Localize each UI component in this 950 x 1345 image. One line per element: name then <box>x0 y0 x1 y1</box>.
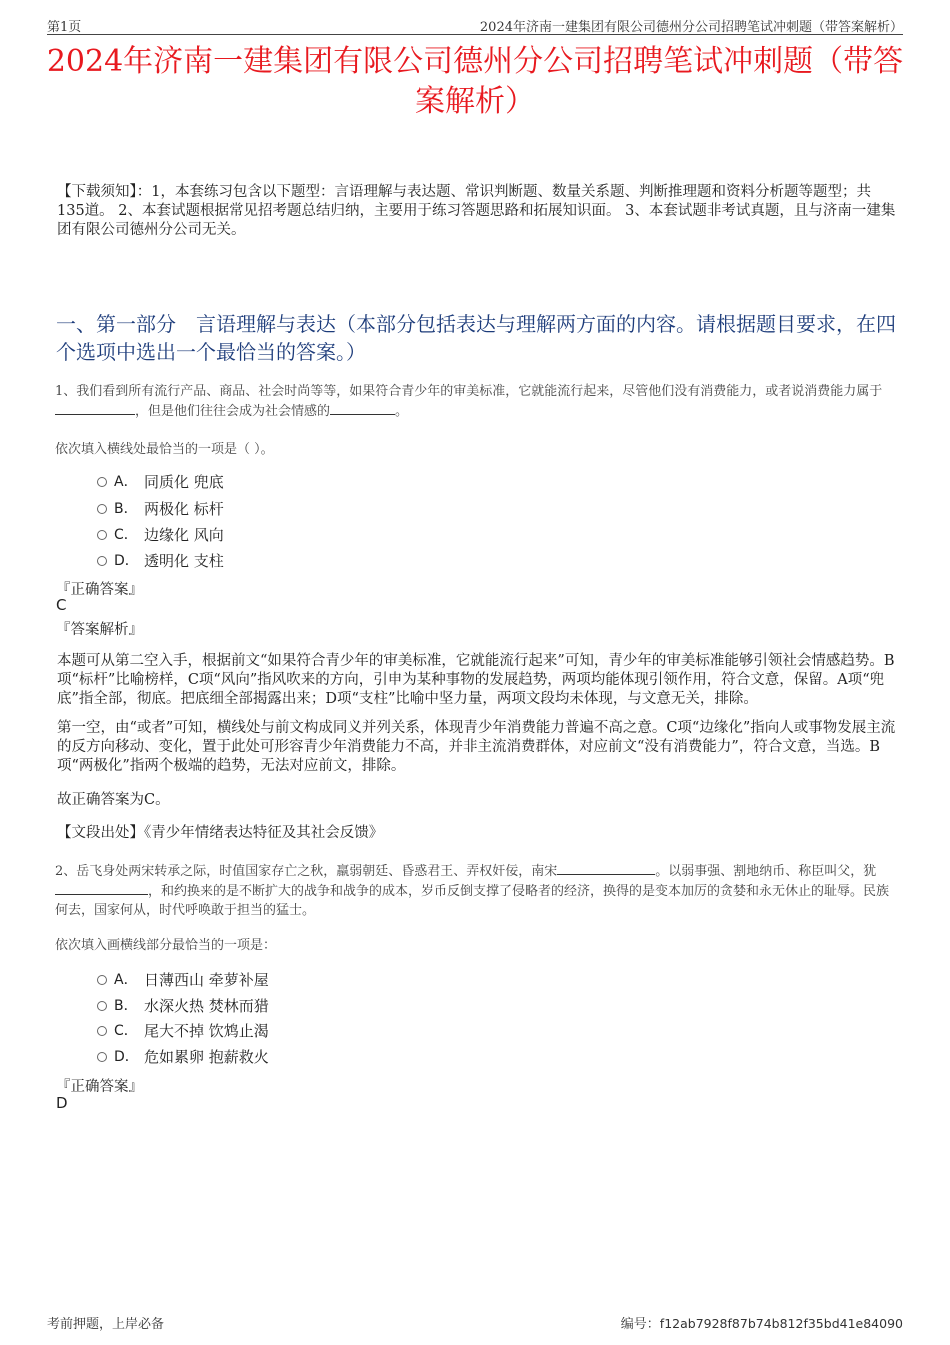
radio-icon[interactable] <box>97 1001 107 1011</box>
correct-answer: D <box>56 1094 68 1112</box>
option-d[interactable]: D． 危如累卵 抱薪救火 <box>97 1046 397 1066</box>
radio-icon[interactable] <box>97 975 107 985</box>
analysis-conclusion: 故正确答案为C。 <box>57 792 170 808</box>
option-b[interactable]: B． 两极化 标杆 <box>97 498 397 518</box>
correct-answer: C <box>56 596 67 614</box>
text-source: 【文段出处】《青少年情绪表达特征及其社会反馈》 <box>57 825 384 841</box>
option-a[interactable]: A． 日薄西山 牵萝补屋 <box>97 969 397 989</box>
question-1-stem-part1: 1、我们看到所有流行产品、商品、社会时尚等等，如果符合青少年的审美标准，它就能流行起来，尽管他们没有消费能力，或者说消费能力属于 <box>55 384 883 399</box>
radio-icon[interactable] <box>97 1026 107 1036</box>
analysis-paragraph-1: 本题可从第二空入手，根据前文“如果符合青少年的审美标准，它就能流行起来”可知，青少年的审美标准能够引领社会情感趋势。B项“标杆”比喻榜样，C项“风向”指风吹来的方向，引申为某种事物的发展趋势，两项均能体现引领作用，符合文意，保留。A项“兜底”指全部，彻底。把底细全部揭露出来；D项“支柱”比喻中坚力量，两项文段均未体现，与文意无关，排除。 <box>57 653 895 707</box>
page-number: 第1页 <box>47 20 82 35</box>
radio-icon[interactable] <box>97 477 107 487</box>
header-doc-title: 2024年济南一建集团有限公司德州分公司招聘笔试冲刺题（带答案解析） <box>479 20 903 35</box>
option-c[interactable]: C． 边缘化 风向 <box>97 524 397 544</box>
question-1-stem: 1、我们看到所有流行产品、商品、社会时尚等等，如果符合青少年的审美标准，它就能流行起来，尽管他们没有消费能力，或者说消费能力属于，但是他们往往会成为社会情感的 。 <box>55 384 883 419</box>
correct-answer-label: 『正确答案』 <box>56 582 143 598</box>
document-code: 编号：f12ab7928f87b74b812f35bd41e84090 <box>620 1316 903 1332</box>
radio-icon[interactable] <box>97 504 107 514</box>
option-d[interactable]: D． 透明化 支柱 <box>97 550 397 570</box>
footer-slogan: 考前押题，上岸必备 <box>47 1317 165 1332</box>
page-title: 2024年济南一建集团有限公司德州分公司招聘笔试冲刺题（带答案解析） <box>46 44 904 119</box>
option-a[interactable]: A． 同质化 兜底 <box>97 471 397 491</box>
option-c[interactable]: C． 尾大不掉 饮鸩止渴 <box>97 1020 397 1040</box>
question-2-prompt: 依次填入画横线部分最恰当的一项是： <box>55 938 277 953</box>
page-header <box>47 14 903 35</box>
radio-icon[interactable] <box>97 556 107 566</box>
question-2-stem: 2、岳飞身处两宋转承之际，时值国家存亡之秋，羸弱朝廷、昏惑君王、弄权奸佞，南宋 。以弱事强、割地纳币、称臣叫父，犹，和约换来的是不断扩大的战争和战争的成本，岁币反倒支撑了侵略者的经济，换得的是变本加厉的贪婪和永无休止的耻辱。民族何去，国家何从，时代呼唤敢于担当的猛士。 <box>55 861 900 920</box>
correct-answer-label: 『正确答案』 <box>56 1079 143 1095</box>
radio-icon[interactable] <box>97 1052 107 1062</box>
question-2-blank-2 <box>55 881 148 895</box>
analysis-paragraph-2: 第一空，由“或者”可知，横线处与前文构成同义并列关系，体现青少年消费能力普遍不高之意。C项“边缘化”指向人或事物发展主流的反方向移动、变化，置于此处可形容青少年消费能力不高，并非主流消费群体，对应前文“没有消费能力”，符合文意，当选。B项“两极化”指两个极端的趋势，无法对应前文，排除。 <box>57 720 896 774</box>
question-1-blank-1 <box>55 401 135 415</box>
option-b[interactable]: B． 水深火热 焚林而猎 <box>97 995 397 1015</box>
question-1-prompt: 依次填入横线处最恰当的一项是（ ）。 <box>55 442 274 457</box>
download-notice: 【下载须知】：1，本套练习包含以下题型：言语理解与表达题、常识判断题、数量关系题、判断推理题和资料分析题等题型；共135道。 2、本套试题根据常见招考题总结归纳，主要用于练习答题思路和拓展知识面。 3、本套试题非考试真题，且与济南一建集团有限公司德州分公司无关。 <box>57 184 896 238</box>
question-2-blank-1 <box>557 861 655 875</box>
section-heading: 一、第一部分 言语理解与表达（本部分包括表达与理解两方面的内容。请根据题目要求，在四个选项中选出一个最恰当的答案。） <box>56 312 896 364</box>
question-1-blank-2 <box>330 401 395 415</box>
question-1-stem-part2: ，但是他们往往会成为社会情感的 <box>135 404 331 419</box>
analysis-label: 『答案解析』 <box>56 622 143 638</box>
radio-icon[interactable] <box>97 530 107 540</box>
